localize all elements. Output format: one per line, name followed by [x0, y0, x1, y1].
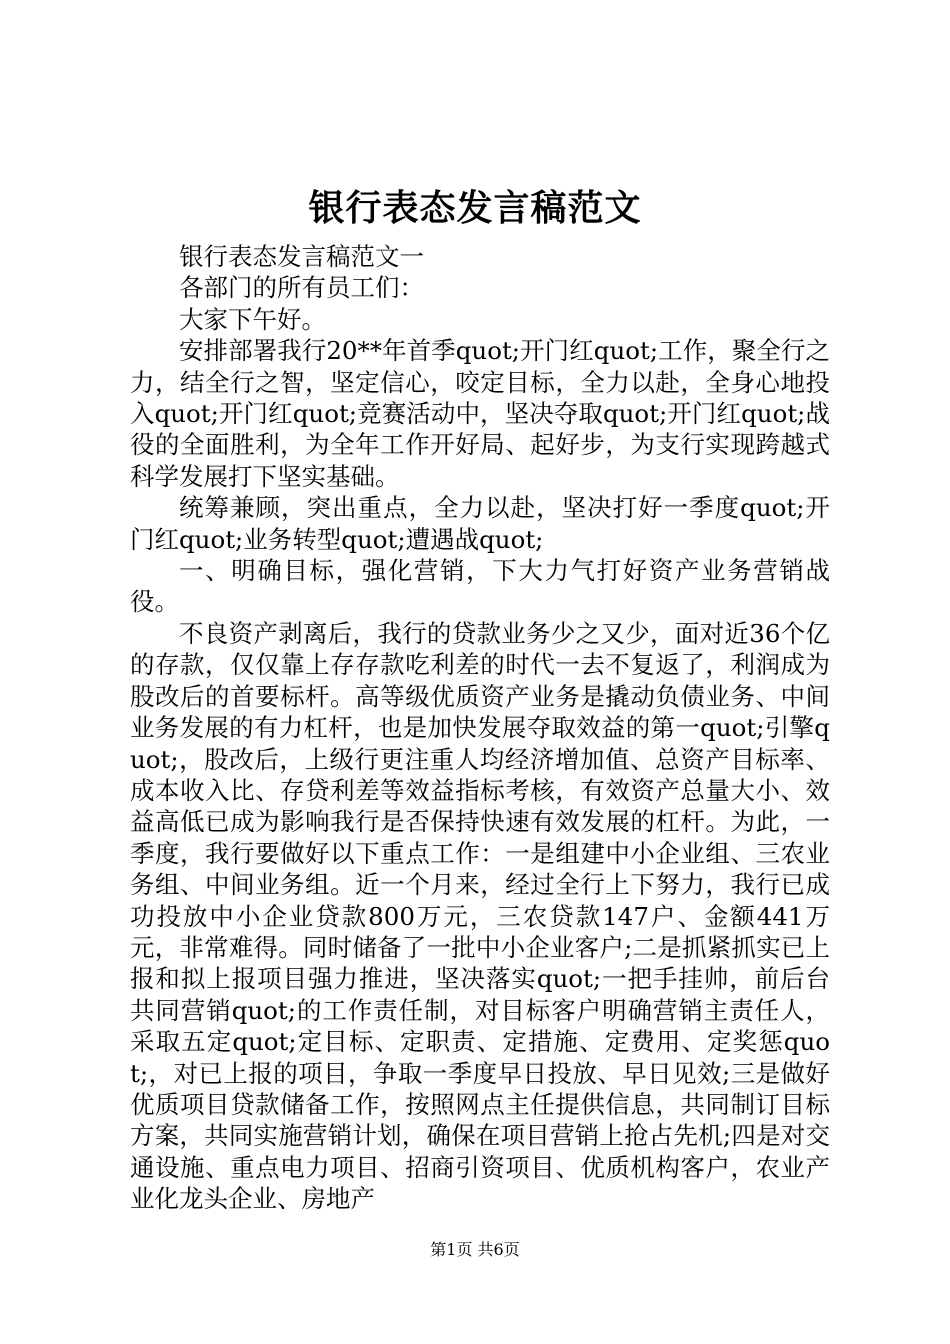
paragraph-greeting: 大家下午好。 [179, 304, 326, 334]
document-body [130, 241, 830, 1215]
paragraph-heading: 银行表态发言稿范文一 [179, 242, 424, 271]
document-title: 银行表态发言稿范文 [308, 187, 642, 229]
paragraph-intro: 安排部署我行20**年首季quot;开门红quot;工作，聚全行之力，结全行之智，坚定信心，咬定目标，全力以赴，全身心地投入quot;开门红quot;竞赛活动中，坚决夺取quot;开门红quot;战役的全面胜利，为全年工作开好局、起好步，为支行实现跨越式科学发展打下坚实基础。 [130, 336, 830, 491]
paragraph-overview: 统筹兼顾，突出重点，全力以赴，坚决打好一季度quot;开门红quot;业务转型quot;遭遇战quot; [130, 493, 830, 554]
paragraph-section-one-heading: 一、明确目标，强化营销，下大力气打好资产业务营销战役。 [130, 556, 830, 617]
paragraph-section-one-body: 不良资产剥离后，我行的贷款业务少之又少，面对近36个亿的存款，仅仅靠上存存款吃利差的时代一去不复返了，利润成为股改后的首要标杆。高等级优质资产业务是撬动负债业务、中间业务发展的有力杠杆，也是加快发展夺取效益的第一quot;引擎quot;，股改后，上级行更注重人均经济增加值、总资产目标率、成本收入比、存贷利差等效益指标考核，有效资产总量大小、效益高低已成为影响我行是否保持快速有效发展的杠杆。为此，一季度，我行要做好以下重点工作：一是组建中小企业组、三农业务组、中间业务组。近一个月来，经过全行上下努力，我行已成功投放中小企业贷款800万元，三农贷款147户、金额441万元，非常难得。同时储备了一批中小企业客户;二是抓紧抓实已上报和拟上报项目强力推进，坚决落实quot;一把手挂帅，前后台共同营销quot;的工作责任制，对目标客户明确营销主责任人，采取五定quot;定目标、定职责、定措施、定费用、定奖惩quot;，对已上报的项目，争取一季度早日投放、早日见效;三是做好优质项目贷款储备工作，按照网点主任提供信息，共同制订目标方案，共同实施营销计划，确保在项目营销上抢占先机;四是对交通设施、重点电力项目、招商引资项目、优质机构客户，农业产业化龙头企业、房地产 [130, 618, 830, 1214]
paragraph-salutation: 各部门的所有员工们： [179, 273, 424, 303]
page-footer: 第1页 共6页 [430, 1240, 520, 1259]
